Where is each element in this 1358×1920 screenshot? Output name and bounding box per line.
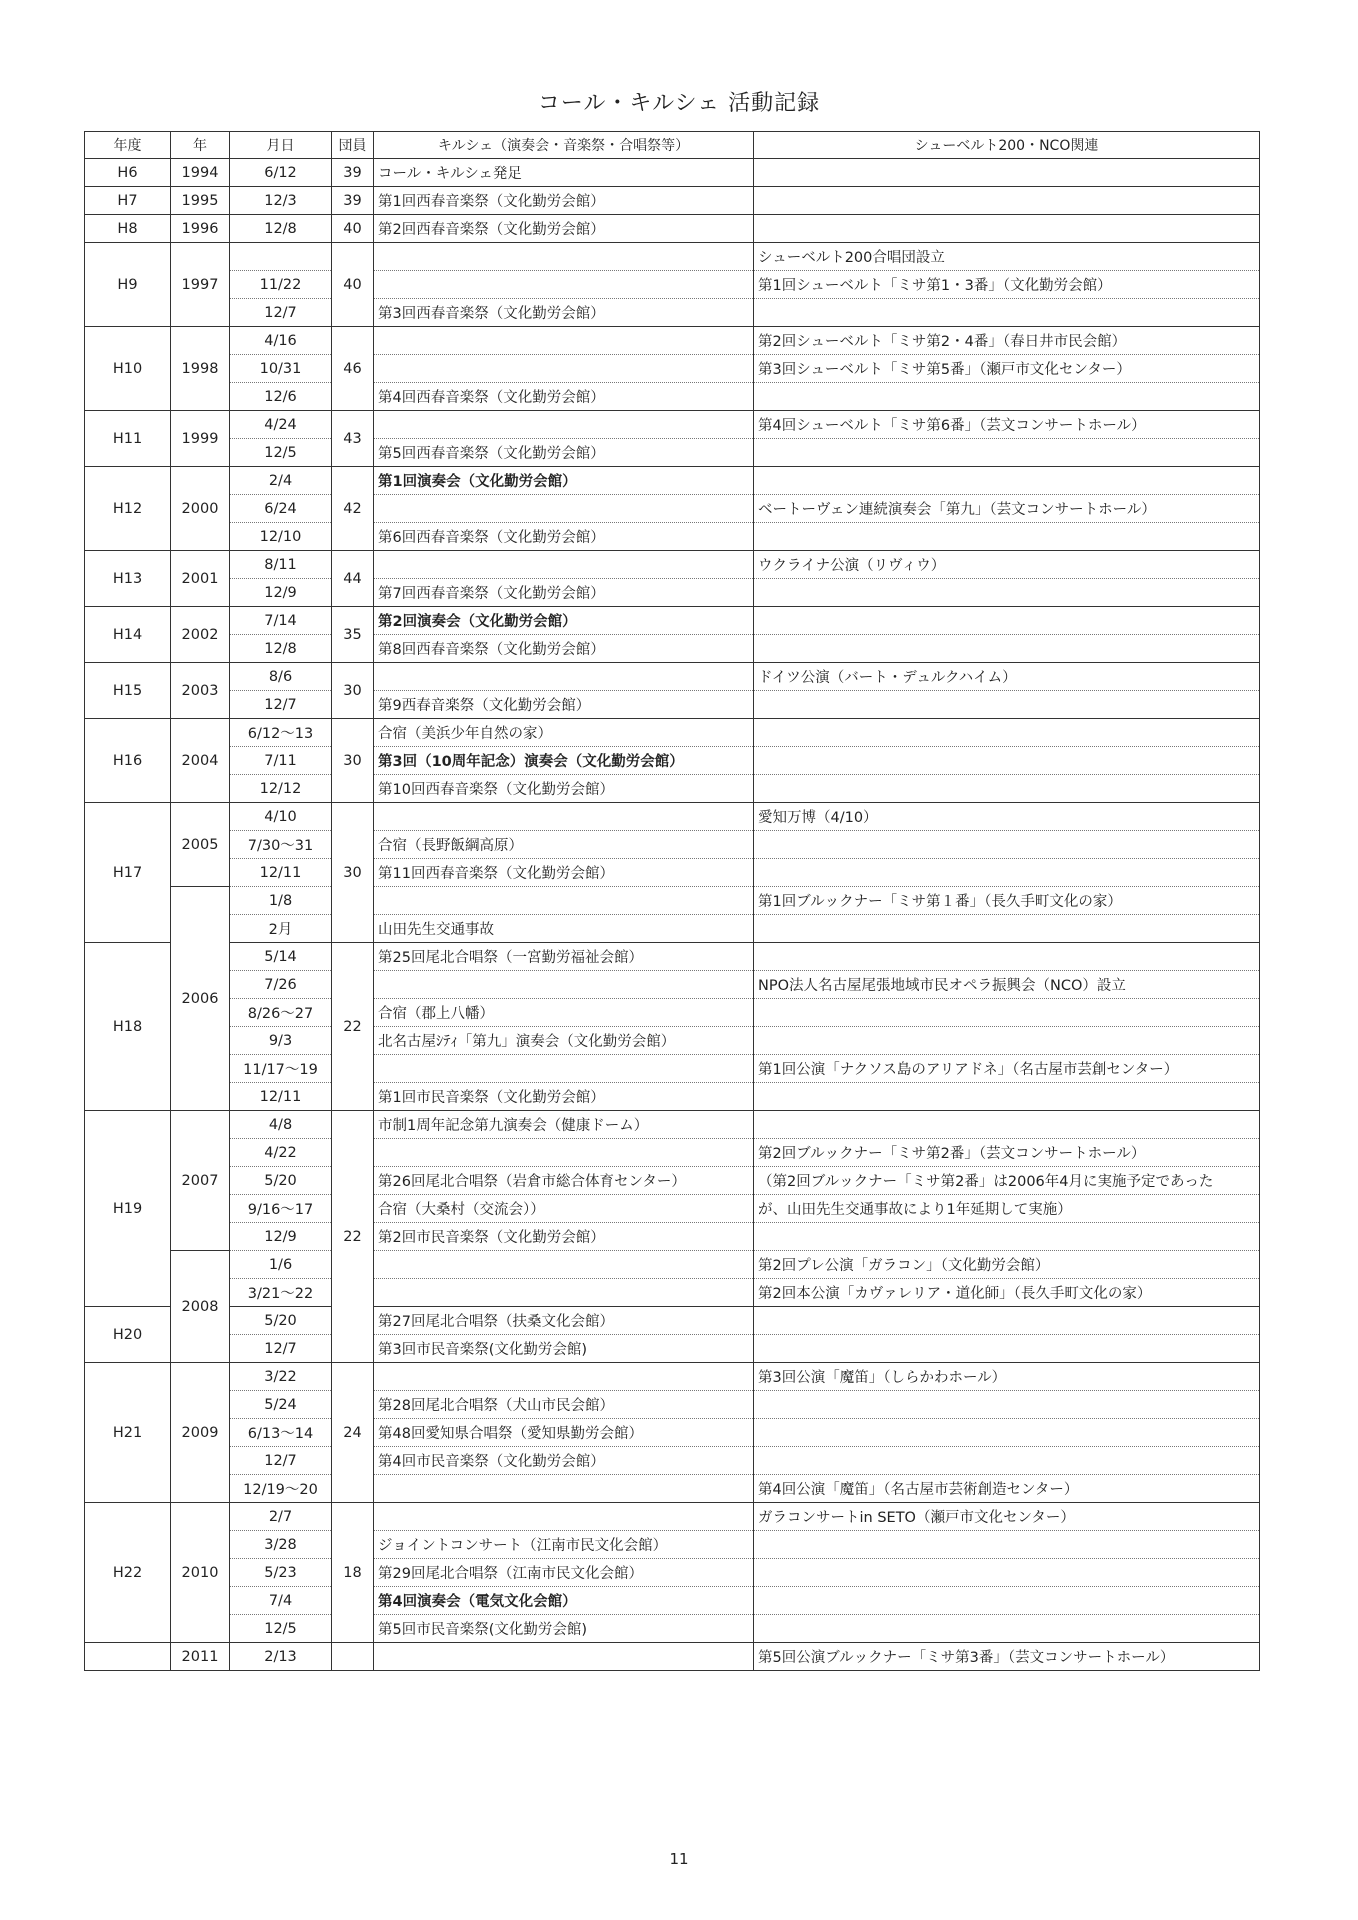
nco-event-cell [754,1307,1260,1335]
members-cell: 22 [332,1111,374,1363]
nco-event-cell [754,383,1260,411]
era-cell: H16 [85,719,171,803]
kirsche-event-cell [374,1139,754,1167]
date-cell: 12/7 [230,1447,332,1475]
date-cell: 8/11 [230,551,332,579]
date-cell: 9/16～17 [230,1195,332,1223]
date-cell: 5/23 [230,1559,332,1587]
page-title: コール・キルシェ 活動記録 [537,91,821,116]
date-cell: 9/3 [230,1027,332,1055]
header-members: 団員 [332,132,374,159]
kirsche-event-cell [374,243,754,271]
nco-event-cell [754,187,1260,215]
activity-table [84,131,1260,1671]
nco-event-cell: シューベルト200合唱団設立 [754,243,1260,271]
date-cell: 12/7 [230,299,332,327]
date-cell: 2/7 [230,1503,332,1531]
header-era: 年度 [85,132,171,159]
date-cell: 12/7 [230,1335,332,1363]
nco-event-cell: 第3回シューベルト「ミサ第5番」（瀬戸市文化センター） [754,355,1260,383]
table-row [85,1419,1260,1447]
kirsche-event-cell: 第2回市民音楽祭（文化勤労会館） [374,1223,754,1251]
date-cell: 12/5 [230,439,332,467]
members-cell: 46 [332,327,374,411]
kirsche-event-cell: 第8回西春音楽祭（文化勤労会館） [374,635,754,663]
date-cell: 6/12～13 [230,719,332,747]
members-cell: 35 [332,607,374,663]
header-year: 年 [171,132,230,159]
nco-event-cell [754,1447,1260,1475]
nco-event-cell [754,915,1260,943]
nco-event-cell [754,831,1260,859]
kirsche-event-cell: ジョイントコンサート（江南市民文化会館） [374,1531,754,1559]
table-row [85,467,1260,495]
date-cell: 4/16 [230,327,332,355]
members-cell: 22 [332,943,374,1111]
kirsche-event-cell [374,887,754,915]
table-row [85,859,1260,887]
year-cell: 1998 [171,327,230,411]
kirsche-event-cell [374,1363,754,1391]
date-cell: 4/8 [230,1111,332,1139]
era-cell: H6 [85,159,171,187]
era-cell: H12 [85,467,171,551]
kirsche-event-cell: 第28回尾北合唱祭（犬山市民会館） [374,1391,754,1419]
date-cell: 12/8 [230,215,332,243]
date-cell: 5/20 [230,1307,332,1335]
members-cell: 30 [332,803,374,943]
kirsche-event-cell: 合宿（長野飯綱高原） [374,831,754,859]
date-cell: 1/6 [230,1251,332,1279]
nco-event-cell [754,1223,1260,1251]
table-row [85,1167,1260,1195]
nco-event-cell [754,1531,1260,1559]
date-cell: 2/4 [230,467,332,495]
members-cell: 42 [332,467,374,551]
nco-event-cell [754,747,1260,775]
nco-event-cell: 第2回本公演「カヴァレリア・道化師」（長久手町文化の家） [754,1279,1260,1307]
date-cell: 1/8 [230,887,332,915]
nco-event-cell [754,943,1260,971]
table-row [85,159,1260,187]
era-cell: H14 [85,607,171,663]
table-row [85,1363,1260,1391]
table-row [85,1615,1260,1643]
nco-event-cell: 第1回公演「ナクソス島のアリアドネ」（名古屋市芸創センター） [754,1055,1260,1083]
kirsche-event-cell: 第3回市民音楽祭(文化勤労会館) [374,1335,754,1363]
nco-event-cell [754,691,1260,719]
table-row [85,803,1260,831]
kirsche-event-cell: 第9西春音楽祭（文化勤労会館） [374,691,754,719]
table-row [85,299,1260,327]
nco-event-cell [754,1587,1260,1615]
date-cell: 12/11 [230,859,332,887]
year-cell: 1996 [171,215,230,243]
date-cell: 3/28 [230,1531,332,1559]
nco-event-cell: ベートーヴェン連続演奏会「第九」（芸文コンサートホール） [754,495,1260,523]
table-row [85,327,1260,355]
members-cell [332,1643,374,1671]
kirsche-event-cell: 第5回西春音楽祭（文化勤労会館） [374,439,754,467]
table-row [85,439,1260,467]
date-cell: 12/9 [230,1223,332,1251]
table-row [85,411,1260,439]
table-row [85,243,1260,271]
era-cell: H19 [85,1111,171,1307]
nco-event-cell [754,1419,1260,1447]
kirsche-event-cell: 第3回西春音楽祭（文化勤労会館） [374,299,754,327]
kirsche-event-cell: 合宿（美浜少年自然の家） [374,719,754,747]
page-number: 11 [669,1850,689,1868]
table-body [85,159,1260,1671]
nco-event-cell [754,775,1260,803]
year-cell: 2009 [171,1363,230,1503]
kirsche-event-cell: 第26回尾北合唱祭（岩倉市総合体育センター） [374,1167,754,1195]
date-cell: 12/6 [230,383,332,411]
year-cell: 1995 [171,187,230,215]
nco-event-cell: 第3回公演「魔笛」（しらかわホール） [754,1363,1260,1391]
table-row [85,691,1260,719]
table-row [85,887,1260,915]
nco-event-cell [754,719,1260,747]
nco-event-cell: 愛知万博（4/10） [754,803,1260,831]
table-header-row [85,132,1260,159]
nco-event-cell [754,1615,1260,1643]
table-row [85,1139,1260,1167]
nco-event-cell: 第4回シューベルト「ミサ第6番」（芸文コンサートホール） [754,411,1260,439]
table-row [85,1251,1260,1279]
kirsche-event-cell [374,971,754,999]
kirsche-event-cell: コール・キルシェ発足 [374,159,754,187]
kirsche-event-cell: 第25回尾北合唱祭（一宮勤労福祉会館） [374,943,754,971]
date-cell: 7/11 [230,747,332,775]
nco-event-cell: （第2回ブルックナー「ミサ第2番」は2006年4月に実施予定であった [754,1167,1260,1195]
date-cell: 12/7 [230,691,332,719]
nco-event-cell [754,467,1260,495]
year-cell: 2010 [171,1503,230,1643]
members-cell: 39 [332,187,374,215]
nco-event-cell: ウクライナ公演（リヴィウ） [754,551,1260,579]
date-cell: 11/22 [230,271,332,299]
year-cell: 1997 [171,243,230,327]
nco-event-cell: 第4回公演「魔笛」（名古屋市芸術創造センター） [754,1475,1260,1503]
nco-event-cell: 第1回ブルックナー「ミサ第１番」（長久手町文化の家） [754,887,1260,915]
era-cell: H17 [85,803,171,943]
nco-event-cell [754,1391,1260,1419]
nco-event-cell [754,999,1260,1027]
nco-event-cell [754,159,1260,187]
date-cell: 6/12 [230,159,332,187]
table-row [85,1447,1260,1475]
date-cell: 12/12 [230,775,332,803]
table-row [85,1279,1260,1307]
kirsche-event-cell: 第10回西春音楽祭（文化勤労会館） [374,775,754,803]
table-row [85,355,1260,383]
era-cell: H10 [85,327,171,411]
date-cell: 12/11 [230,1083,332,1111]
kirsche-event-cell [374,271,754,299]
kirsche-event-cell [374,803,754,831]
table-row [85,271,1260,299]
table-row [85,551,1260,579]
table-row [85,215,1260,243]
kirsche-event-cell: 山田先生交通事故 [374,915,754,943]
table-row [85,187,1260,215]
table-row [85,1503,1260,1531]
kirsche-event-cell: 第4回市民音楽祭（文化勤労会館） [374,1447,754,1475]
members-cell: 30 [332,719,374,803]
table-row [85,1643,1260,1671]
kirsche-event-cell: 合宿（郡上八幡） [374,999,754,1027]
nco-event-cell [754,439,1260,467]
table-row [85,1335,1260,1363]
date-cell: 12/8 [230,635,332,663]
table-row [85,383,1260,411]
kirsche-event-cell [374,1643,754,1671]
table-row [85,1587,1260,1615]
nco-event-cell: ガラコンサートin SETO（瀬戸市文化センター） [754,1503,1260,1531]
kirsche-event-cell: 第4回西春音楽祭（文化勤労会館） [374,383,754,411]
kirsche-event-cell: 第5回市民音楽祭(文化勤労会館) [374,1615,754,1643]
table-row [85,1559,1260,1587]
date-cell: 8/6 [230,663,332,691]
members-cell: 18 [332,1503,374,1643]
nco-event-cell [754,1083,1260,1111]
kirsche-event-cell: 第4回演奏会（電気文化会館） [374,1587,754,1615]
date-cell: 2/13 [230,1643,332,1671]
table-row [85,831,1260,859]
table-row [85,999,1260,1027]
date-cell: 5/14 [230,943,332,971]
date-cell: 3/22 [230,1363,332,1391]
table-row [85,663,1260,691]
members-cell: 24 [332,1363,374,1503]
kirsche-event-cell: 第11回西春音楽祭（文化勤労会館） [374,859,754,887]
year-cell: 2001 [171,551,230,607]
date-cell: 3/21～22 [230,1279,332,1307]
header-kirsche: キルシェ（演奏会・音楽祭・合唱祭等） [374,132,754,159]
table-row [85,1027,1260,1055]
date-cell: 8/26～27 [230,999,332,1027]
kirsche-event-cell: 市制1周年記念第九演奏会（健康ドーム） [374,1111,754,1139]
era-cell: H13 [85,551,171,607]
members-cell: 30 [332,663,374,719]
nco-event-cell: 第1回シューベルト「ミサ第1・3番」（文化勤労会館） [754,271,1260,299]
date-cell: 4/10 [230,803,332,831]
date-cell: 6/13～14 [230,1419,332,1447]
nco-event-cell [754,523,1260,551]
nco-event-cell [754,1559,1260,1587]
era-cell: H15 [85,663,171,719]
header-date: 月日 [230,132,332,159]
kirsche-event-cell: 第27回尾北合唱祭（扶桑文化会館） [374,1307,754,1335]
kirsche-event-cell [374,1055,754,1083]
era-cell: H18 [85,943,171,1111]
table-row [85,579,1260,607]
date-cell: 7/14 [230,607,332,635]
kirsche-event-cell [374,495,754,523]
year-cell: 2008 [171,1251,230,1363]
year-cell: 2002 [171,607,230,663]
nco-event-cell: 第2回ブルックナー「ミサ第2番」（芸文コンサートホール） [754,1139,1260,1167]
table-row [85,1531,1260,1559]
year-cell: 2006 [171,887,230,1111]
date-cell: 7/30～31 [230,831,332,859]
table-row [85,607,1260,635]
kirsche-event-cell: 合宿（大桑村（交流会）） [374,1195,754,1223]
kirsche-event-cell: 北名古屋ｼﾃｨ「第九」演奏会（文化勤労会館） [374,1027,754,1055]
members-cell: 39 [332,159,374,187]
year-cell: 2011 [171,1643,230,1671]
table-row [85,1195,1260,1223]
date-cell [230,243,332,271]
nco-event-cell [754,579,1260,607]
kirsche-event-cell [374,663,754,691]
date-cell: 4/24 [230,411,332,439]
era-cell: H22 [85,1503,171,1643]
kirsche-event-cell [374,1279,754,1307]
kirsche-event-cell [374,1251,754,1279]
nco-event-cell [754,607,1260,635]
kirsche-event-cell: 第1回西春音楽祭（文化勤労会館） [374,187,754,215]
kirsche-event-cell: 第6回西春音楽祭（文化勤労会館） [374,523,754,551]
year-cell: 2007 [171,1111,230,1251]
year-cell: 1994 [171,159,230,187]
date-cell: 2月 [230,915,332,943]
nco-event-cell: 第5回公演ブルックナー「ミサ第3番」（芸文コンサートホール） [754,1643,1260,1671]
date-cell: 12/3 [230,187,332,215]
nco-event-cell: 第2回プレ公演「ガラコン」（文化勤労会館） [754,1251,1260,1279]
date-cell: 12/19～20 [230,1475,332,1503]
table-row [85,1475,1260,1503]
table-row [85,495,1260,523]
header-nco: シューベルト200・NCO関連 [754,132,1260,159]
year-cell: 2003 [171,663,230,719]
kirsche-event-cell [374,551,754,579]
table-row [85,635,1260,663]
date-cell: 6/24 [230,495,332,523]
nco-event-cell [754,635,1260,663]
year-cell: 1999 [171,411,230,467]
nco-event-cell: 第2回シューベルト「ミサ第2・4番」（春日井市民会館） [754,327,1260,355]
kirsche-event-cell [374,355,754,383]
kirsche-event-cell [374,1503,754,1531]
nco-event-cell [754,215,1260,243]
nco-event-cell [754,1335,1260,1363]
era-cell: H8 [85,215,171,243]
nco-event-cell [754,1111,1260,1139]
date-cell: 7/26 [230,971,332,999]
date-cell: 5/24 [230,1391,332,1419]
nco-event-cell [754,1027,1260,1055]
year-cell: 2004 [171,719,230,803]
kirsche-event-cell: 第2回西春音楽祭（文化勤労会館） [374,215,754,243]
table-row [85,523,1260,551]
era-cell: H7 [85,187,171,215]
era-cell: H9 [85,243,171,327]
kirsche-event-cell: 第1回市民音楽祭（文化勤労会館） [374,1083,754,1111]
era-cell [85,1643,171,1671]
kirsche-event-cell [374,411,754,439]
nco-event-cell [754,299,1260,327]
table-row [85,915,1260,943]
members-cell: 44 [332,551,374,607]
date-cell: 5/20 [230,1167,332,1195]
table-row [85,1223,1260,1251]
nco-event-cell: NPO法人名古屋尾張地域市民オペラ振興会（NCO）設立 [754,971,1260,999]
kirsche-event-cell: 第1回演奏会（文化勤労会館） [374,467,754,495]
members-cell: 40 [332,215,374,243]
kirsche-event-cell [374,1475,754,1503]
table-row [85,719,1260,747]
date-cell: 4/22 [230,1139,332,1167]
date-cell: 7/4 [230,1587,332,1615]
table-row [85,971,1260,999]
table-row [85,1111,1260,1139]
table-row [85,943,1260,971]
year-cell: 2000 [171,467,230,551]
nco-event-cell: ドイツ公演（バート・デュルクハイム） [754,663,1260,691]
kirsche-event-cell: 第3回（10周年記念）演奏会（文化勤労会館） [374,747,754,775]
date-cell: 12/9 [230,579,332,607]
kirsche-event-cell [374,327,754,355]
kirsche-event-cell: 第7回西春音楽祭（文化勤労会館） [374,579,754,607]
kirsche-event-cell: 第48回愛知県合唱祭（愛知県勤労会館） [374,1419,754,1447]
date-cell: 11/17～19 [230,1055,332,1083]
date-cell: 12/10 [230,523,332,551]
year-cell: 2005 [171,803,230,887]
members-cell: 43 [332,411,374,467]
table-row [85,747,1260,775]
table-row [85,1083,1260,1111]
table-row [85,775,1260,803]
date-cell: 10/31 [230,355,332,383]
era-cell: H21 [85,1363,171,1503]
date-cell: 12/5 [230,1615,332,1643]
era-cell: H11 [85,411,171,467]
kirsche-event-cell: 第29回尾北合唱祭（江南市民文化会館） [374,1559,754,1587]
table-row [85,1307,1260,1335]
era-cell: H20 [85,1307,171,1363]
table-row [85,1055,1260,1083]
nco-event-cell [754,859,1260,887]
table-row [85,1391,1260,1419]
members-cell: 40 [332,243,374,327]
kirsche-event-cell: 第2回演奏会（文化勤労会館） [374,607,754,635]
nco-event-cell: が、山田先生交通事故により1年延期して実施） [754,1195,1260,1223]
